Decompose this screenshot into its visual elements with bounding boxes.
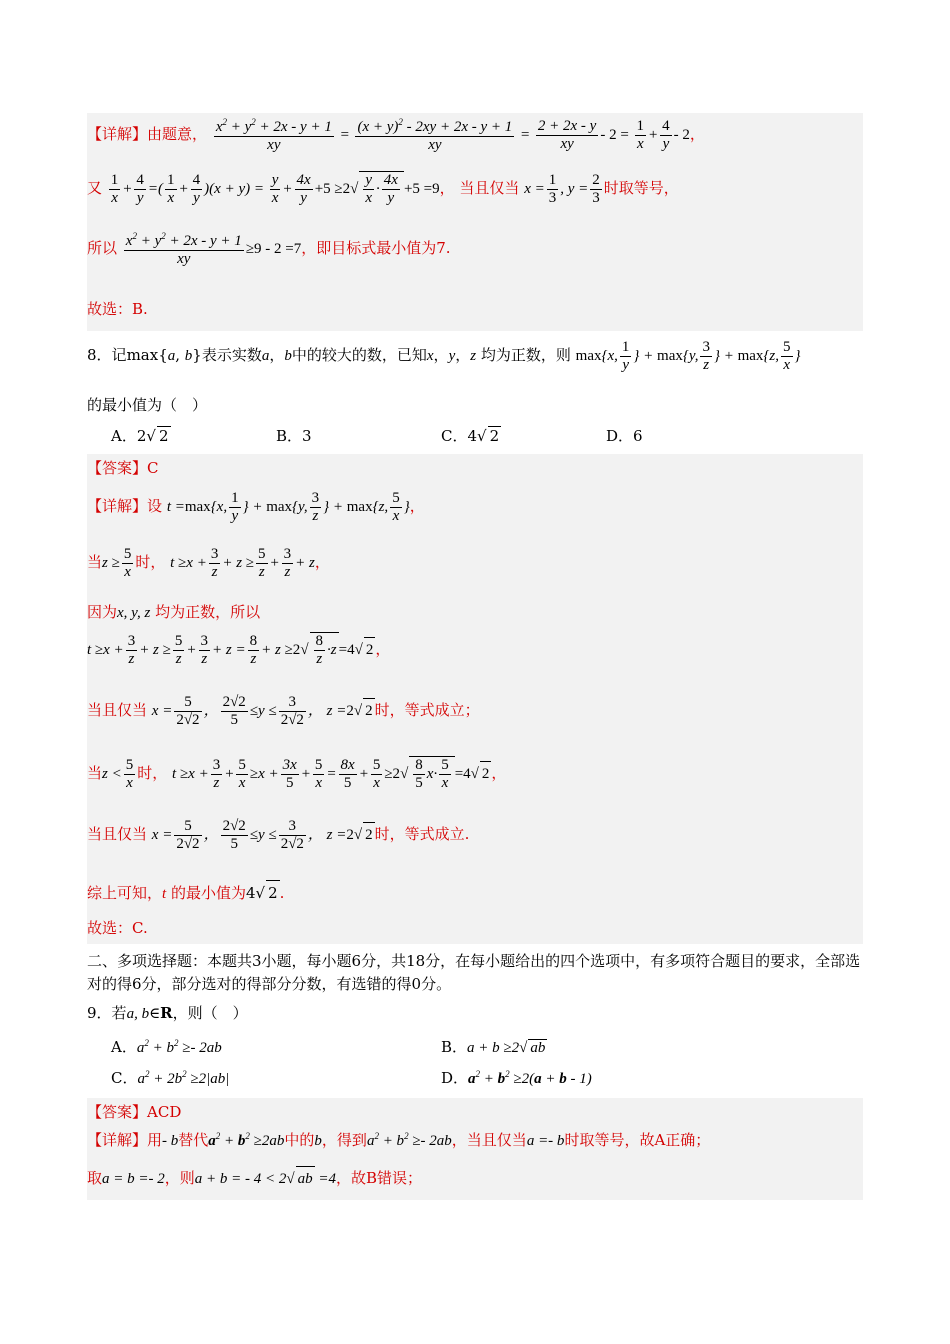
prev-conclusion: ，即目标式最小值为7. xyxy=(301,239,451,258)
q8-formula-equal2: x = $\frac{5}{2√2}$ ， $\frac{2√2}{5}$ ≤y ≤ $\frac{3}{2√2}$ ， z =2√ 2 xyxy=(151,818,373,853)
prev-choice: 故选：B. xyxy=(87,300,148,318)
q8-stem-a: 记 xyxy=(111,346,127,365)
prev-and-line: 又 $\frac{1}{x}$ + $\frac{4}{y}$ =( $\frac{1}{x}$ + $\frac{4}{y}$ )(x + y) = $\frac{y}{x}$ + $\frac{4x}{y}$ +5 ≥2√ $\frac{y}{x}$ · $\frac{4x}{y}$ +5 =9， 当且仅当 x = $\frac{1}{3}$ , y = $\frac{2}{3}$ 时取等号， xyxy=(87,172,679,207)
q8-formula-ineq: t ≥x + $\frac{3}{z}$ + z ≥ $\frac{5}{z}$ + $\frac{3}{z}$ + z = $\frac{8}{z}$ + z ≥2√ $\frac{8}{z}$ ·z =4√ 2 xyxy=(87,633,374,668)
q9-option-b[interactable]: B．a + b ≥2√ ab xyxy=(441,1037,546,1056)
prev-detail-line: 【详解】由题意， $\frac{x^2 + y^2 + 2x - y + 1}{xy}$ = $\frac{(x + y)^2 - 2xy + 2x - y + 1}{xy}$ = $\frac{2 + 2x - y}{xy}$ - 2 = $\frac{1}{x}$ + $\frac{4}{y}$ - 2， xyxy=(87,117,705,154)
q9-options-row1 xyxy=(111,1036,863,1057)
detail-intro: 由题意， xyxy=(147,125,208,144)
document-page xyxy=(87,113,863,1200)
formula-prev-2: $\frac{1}{x}$ + $\frac{4}{y}$ =( $\frac{1}{x}$ + $\frac{4}{y}$ )(x + y) = $\frac{y}{x}$ + $\frac{4x}{y}$ +5 ≥2√ $\frac{y}{x}$ · $\frac{4x}{y}$ +5 =9 xyxy=(110,172,440,207)
prev-so-line xyxy=(87,231,863,291)
section2-title: 二、多项选择题：本题共3小题，每小题6分，共18分，在每小题给出的四个选项中，有多项符合题目的要求，全部选对的得6分，部分选对的得部分分数，有选错的得0分。 xyxy=(87,952,861,994)
q8-formula-t: t =max{x, $\frac{1}{y}$ } + max{y, $\frac{3}{z}$ } + max{z, $\frac{5}{x}$ } xyxy=(166,490,410,525)
q8-choice: 故选：C. xyxy=(87,919,148,937)
formula-prev-4: $\frac{x^2 + y^2 + 2x - y + 1}{xy}$ ≥9 - 2 =7 xyxy=(125,231,302,268)
so-prefix: 所以 xyxy=(87,239,118,258)
q8-because-line: 因为x, y, z 均为正数，所以 xyxy=(87,603,261,621)
q8-formula-equal1: x = $\frac{5}{2√2}$ ， $\frac{2√2}{5}$ ≤y ≤ $\frac{3}{2√2}$ ， z =2√ 2 xyxy=(151,694,373,729)
and-prefix: 又 xyxy=(87,179,103,198)
q8-option-b[interactable]: B．3 xyxy=(276,427,312,445)
q8-detail-line: 【详解】设 t =max{x, $\frac{1}{y}$ } + max{y, $\frac{3}{z}$ } + max{z, $\frac{5}{x}$ }， xyxy=(87,490,425,525)
q8-stem-line1: 8．记max{a, b}表示实数a，b中的较大的数，已知x，y，z 均为正数，则 max{x, $\frac{1}{y}$ } + max{y, $\frac{3}{z}$ } + max{z, $\frac{5}{x}$ } xyxy=(87,339,801,374)
q8-equal2-line: 当且仅当 x = $\frac{5}{2√2}$ ， $\frac{2√2}{5}$ ≤y ≤ $\frac{3}{2√2}$ ， z =2√ 2 时，等式成立. xyxy=(87,818,470,853)
q8-formula-case2: t ≥x + $\frac{3}{z}$ + $\frac{5}{x}$ ≥x + $\frac{3x}{5}$ + $\frac{5}{x}$ = $\frac{8x}{5}$ + $\frac{5}{x}$ ≥2√ $\frac{8}{5}$ x· $\frac{5}{x}$ =4√ 2 xyxy=(172,757,490,792)
q9-stem: 9．若a, b∈R，则（ ） xyxy=(87,1003,248,1022)
formula-prev-1: $\frac{x^2 + y^2 + 2x - y + 1}{xy}$ = $\frac{(x + y)^2 - 2xy + 2x - y + 1}{xy}$ = $\frac{2 + 2x - y}{xy}$ - 2 = $\frac{1}{x}$ + $\frac{4}{y}$ - 2 xyxy=(215,117,690,154)
q8-solution-box xyxy=(87,454,863,944)
q8-case1-line: 当z ≥ $\frac{5}{x}$ 时， t ≥x + $\frac{3}{z}$ + z ≥ $\frac{5}{z}$ + $\frac{3}{z}$ + z， xyxy=(87,546,330,581)
q9-option-c[interactable]: C．$a^2 + 2b^2 \ge 2|ab|$ xyxy=(111,1068,230,1087)
q8-option-c[interactable]: C．4√ 2 xyxy=(441,427,500,445)
q8-stem-d: 均为正数，则 xyxy=(480,346,571,365)
question-8 xyxy=(87,339,863,944)
q8-summary-line: 综上可知，t 的最小值为4√ 2 . xyxy=(87,880,863,916)
q9-answer: 【答案】ACD xyxy=(87,1102,182,1121)
q8-answer: 【答案】C xyxy=(87,459,159,477)
q8-max-notation: max{a, b} xyxy=(126,346,202,365)
formula-prev-3: x = $\frac{1}{3}$ , y = $\frac{2}{3}$ xyxy=(524,172,600,207)
q9-options-row2 xyxy=(111,1067,863,1088)
q9-solution-box xyxy=(87,1098,863,1200)
q9-option-d[interactable]: D．$a^2 + b^2 \ge 2(a + b - 1)$ xyxy=(441,1068,592,1087)
when-only: 当且仅当 xyxy=(459,179,520,198)
q8-expression: max{x, $\frac{1}{y}$ } + max{y, $\frac{3}{z}$ } + max{z, $\frac{5}{x}$ } xyxy=(575,339,801,374)
q8-formula-case1: t ≥x + $\frac{3}{z}$ + z ≥ $\frac{5}{z}$ + $\frac{3}{z}$ + z xyxy=(170,546,315,581)
when-equal: 时取等号， xyxy=(603,179,679,198)
q8-option-d[interactable]: D．6 xyxy=(606,427,643,445)
q8-ineq-line: t ≥x + $\frac{3}{z}$ + z ≥ $\frac{5}{z}$ + $\frac{3}{z}$ + z = $\frac{8}{z}$ + z ≥2√ $\frac{8}{z}$ ·z =4√ 2 ， xyxy=(87,633,391,668)
q8-stem-c: 中的较大的数，已知 xyxy=(291,346,427,365)
q8-equal1-line: 当且仅当 x = $\frac{5}{2√2}$ ， $\frac{2√2}{5}$ ≤y ≤ $\frac{3}{2√2}$ ， z =2√ 2 时，等式成立； xyxy=(87,694,480,729)
q8-options xyxy=(111,425,863,446)
q8-case2-line: 当z < $\frac{5}{x}$ 时， t ≥x + $\frac{3}{z}$ + $\frac{5}{x}$ ≥x + $\frac{3x}{5}$ + $\frac{5}{x}$ = $\frac{8x}{5}$ + $\frac{5}{x}$ ≥2√ $\frac{8}{5}$ x· $\frac{5}{x}$ =4√ 2 ， xyxy=(87,757,507,792)
q8-answer-value: C xyxy=(147,459,159,477)
q9-option-a[interactable]: A．$a^2 + b^2 \ge- 2ab$ xyxy=(111,1037,222,1056)
detail-label: 【详解】 xyxy=(87,125,148,144)
prev-solution-box xyxy=(87,113,863,331)
q8-number: 8． xyxy=(87,346,112,365)
q8-option-a[interactable]: A．2√ 2 xyxy=(111,427,169,445)
q9-answer-value: ACD xyxy=(147,1102,182,1121)
question-9 xyxy=(87,1001,863,1200)
q8-stem-line2: 的最小值为（ ） xyxy=(87,396,208,414)
q9-detail1: 【详解】用- b替代$a^2 + b^2 \ge 2ab$中的b，得到$a^2 + b^2 \ge- 2ab$，当且仅当a =- b时取等号，故A正确； xyxy=(87,1130,711,1149)
q9-detail2: 取a = b =- 2，则a + b = - 4 < 2√ ab =4，故B错误； xyxy=(87,1166,863,1196)
q8-stem-b: 表示实数 xyxy=(201,346,262,365)
